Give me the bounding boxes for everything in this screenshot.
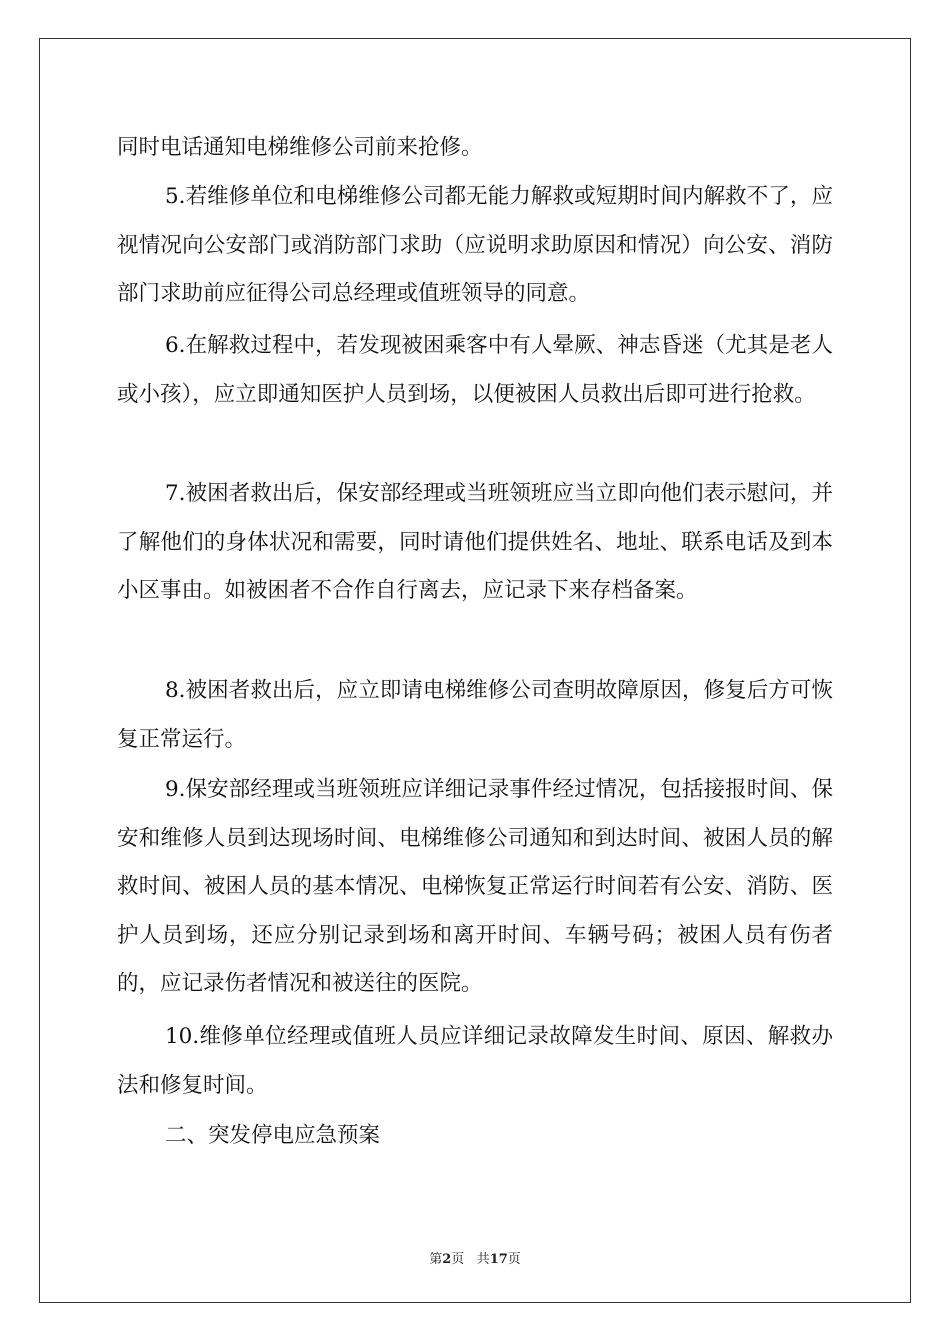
paragraph-item-10: 10.维修单位经理或值班人员应详细记录故障发生时间、原因、解救办法和修复时间。 xyxy=(117,1024,833,1098)
paragraph-continuation: 同时电话通知电梯维修公司前来抢修。 xyxy=(117,135,483,160)
footer-total-pages: 17 xyxy=(489,1252,508,1267)
section-heading: 二、突发停电应急预案 xyxy=(165,1123,381,1148)
paragraph-item-7: 7.被困者救出后，保安部经理或当班领班应当立即向他们表示慰问，并了解他们的身体状况和需要，同时请他们提供姓名、地址、联系电话及到本小区事由。如被困者不合作自行离去，应记录下来存档备案。 xyxy=(117,481,833,603)
paragraph-item-8: 8.被困者救出后，应立即请电梯维修公司查明故障原因，修复后方可恢复正常运行。 xyxy=(117,678,833,752)
footer-page-suffix: 页 xyxy=(451,1252,465,1267)
footer-total-suffix: 页 xyxy=(507,1252,521,1267)
paragraph-item-5: 5.若维修单位和电梯维修公司都无能力解救或短期时间内解救不了，应视情况向公安部门或消防部门求助（应说明求助原因和情况）向公安、消防部门求助前应征得公司总经理或值班领导的同意。 xyxy=(117,184,833,306)
footer-total-prefix: 共 xyxy=(476,1252,490,1267)
footer-prefix: 第 xyxy=(429,1252,443,1267)
page-footer xyxy=(0,1248,950,1267)
footer-page-number: 2 xyxy=(442,1252,452,1267)
paragraph-item-6: 6.在解救过程中，若发现被困乘客中有人晕厥、神志昏迷（尤其是老人或小孩），应立即通知医护人员到场，以便被困人员救出后即可进行抢救。 xyxy=(117,333,833,407)
paragraph-item-9: 9.保安部经理或当班领班应详细记录事件经过情况，包括接报时间、保安和维修人员到达现场时间、电梯维修公司通知和到达时间、被困人员的解救时间、被困人员的基本情况、电梯恢复正常运行时间若有公安、消防、医护人员到场，还应分别记录到场和离开时间、车辆号码；被困人员有伤者的，应记录伤者情况和被送往的医院。 xyxy=(117,777,833,996)
